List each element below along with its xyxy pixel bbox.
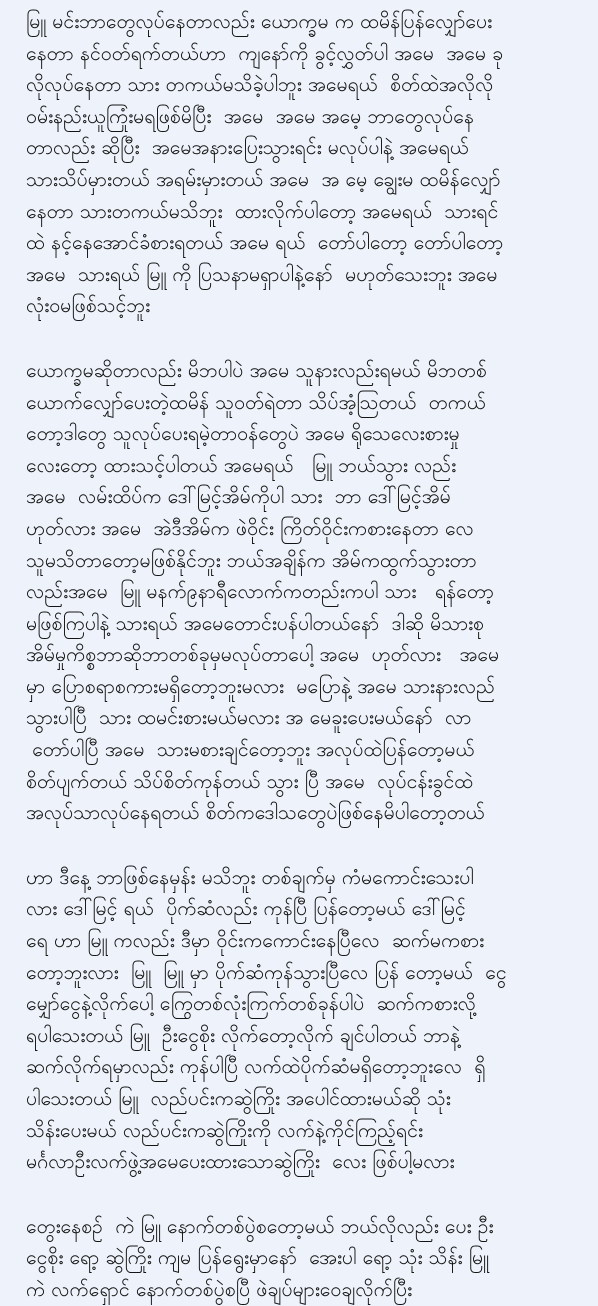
paragraph-1: မြူ မင်းဘာတွေလုပ်နေတာလည်း ယောက္ခမ က ထမိန်ပြန်လျှော်ပေး နေတာ နင်ဝတ်ရက်တယ်ဟာ ကျနော်ကို ခွင့်လွှတ်ပါ အမေ အမေ ခု လိုလုပ်နေတာ သား တကယ်မသိခဲ့ပါဘူး အမေရယ် စိတ်ထဲအလိုလို ဝမ်းနည်းယူကြုံးမရဖြစ်မိပြီး အမေ အမေ အမေ့ ဘာတွေလုပ်နေ တာလည်း ဆိုပြီး အမေအနားပြေးသွားရင်း မလုပ်ပါနဲ့ အမေရယ် သားသိပ်မှားတယ် အရမ်းမှားတယ် အမေ အ မေ့ ချွေးမ ထမိန်လျှော် နေတာ သားတကယ်မသိဘူး ထားလိုက်ပါတော့ အမေရယ် သားရင် ထဲ နင့်နေအောင်ခံစားရတယ် အမေ ရယ် တော်ပါတော့ တော်ပါတော့ အမေ သားရယ် မြူ ကို ပြသနာမရှာပါနဲ့နော် မဟုတ်သေးဘူး အမေ လုံးဝမဖြစ်သင့်ဘူး <box>26 10 504 318</box>
paragraph-4: တွေးနေစဉ် ကဲ မြူ နောက်တစ်ပွဲစတော့မယ် ဘယ်လိုလည်း ပေး ဦး ငွေစိုး ရော့ ဆွဲကြိုး ကျမ ပြန်ရွေးမှာနော် အေးပါ ရော့ သုံး သိန်း မြူ ကဲ လက်ရှောင် နောက်တစ်ပွဲစပြီ ဖဲချပ်များဝေချလိုက်ပြီး <box>26 1214 494 1301</box>
paragraph-3: ဟာ ဒီနေ့ ဘာဖြစ်နေမှန်း မသိဘူး တစ်ချက်မှ ကံမကောင်းသေးပါ လား ဒေါ်မြင့် ရယ် ပိုက်ဆံလည်း ကုန်ပြီ ပြန်တော့မယ် ဒေါ်မြင့် ရေ ဟာ မြူ ကလည်း ဒီမှာ ဝိုင်းကကောင်းနေပြီလေ ဆက်မကစား တော့ဘူးလား မြူ မြူ မှာ ပိုက်ဆံကုန်သွားပြီလေ ပြန် တော့မယ် ငွေ မျှော်ငွေနဲ့လိုက်ပေါ့ ကြွေတစ်လုံးကြက်တစ်ခုန်ပါပဲ ဆက်ကစားလို့ ရပါသေးတယ် မြူ ဦးငွေစိုး လိုက်တော့လိုက် ချင်ပါတယ် ဘာနဲ့ ဆက်လိုက်ရမှာလည်း ကုန်ပါပြီ လက်ထဲပိုက်ဆံမရှိတော့ဘူးလေ ရှိ ပါသေးတယ် မြူ လည်ပင်းကဆွဲကြိုး အပေါင်ထားမယ်ဆို သုံး သိန်းပေးမယ် လည်ပင်းကဆွဲကြိုးကို လက်နဲ့ကိုင်ကြည့်ရင်း မင်္ဂလာဦးလက်ဖွဲ့အမေပေးထားသောဆွဲကြိုး လေး ဖြစ်ပါ့မလား <box>26 865 507 1174</box>
paragraph-2: ယောက္ခမဆိုတာလည်း မိဘပါပဲ အမေ သူနားလည်းရမယ် မိဘတစ် ယောက်လျှော်ပေးတဲ့ထမိန် သူဝတ်ရဲတာ သိပ်အံ့သြတယ် တကယ် တော့ဒါတွေ သူလုပ်ပေးရမဲ့တာဝန်တွေပဲ အမေ ရိုသေလေးစားမှု လေးတော့ ထားသင့်ပါတယ် အမေရယ် မြူ ဘယ်သွား လည်း အမေ လမ်းထိပ်က ဒေါ်မြင့်အိမ်ကိုပါ သား ဘာ ဒေါ်မြင့်အိမ် ဟုတ်လား အမေ အဲဒီအိမ်က ဖဲဝိုင်း ကြိတ်ဝိုင်းကစားနေတာ လေ သူမသိတာတော့မဖြစ်နိုင်ဘူး ဘယ်အချိန်က အိမ်ကထွက်သွားတာ လည်းအမေ မြူ မနက်၉နာရီလောက်ကတည်းကပါ သား ရန်တော့ မဖြစ်ကြပါနဲ့ သားရယ် အမေတောင်းပန်ပါတယ်နော် ဒါဆို မိသားစု အိမ်မှုကိစ္စဘာဆိုဘာတစ်ခုမှမလုပ်တာပေါ့ အမေ ဟုတ်လား အမေ မှာ ပြောစရာစကားမရှိတော့ဘူးမလား မပြောနဲ့ အမေ သားနားလည် သွားပါပြီ သား ထမင်းစားမယ်မလား အ မေခူးပေးမယ်နော် လာ တော်ပါပြီ အမေ သားမစားချင်တော့ဘူး အလုပ်ထဲပြန်တော့မယ် စိတ်ပျက်တယ် သိပ်စိတ်ကုန်တယ် သွား ပြီ အမေ လုပ်ငန်းခွင်ထဲ အလုပ်သာလုပ်နေရတယ် စိတ်ကဒေါသတွေပဲဖြစ်နေမိပါတော့တယ် <box>26 358 500 825</box>
